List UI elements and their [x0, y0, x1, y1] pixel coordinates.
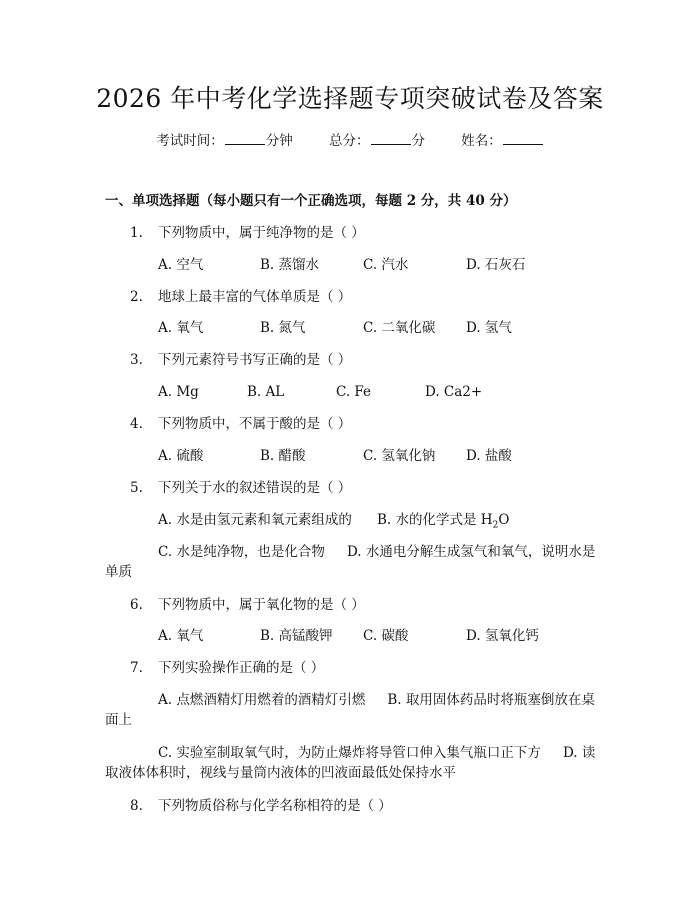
option-a: A. 点燃酒精灯用燃着的酒精灯引燃	[158, 692, 366, 708]
option-c: C. 碳酸	[363, 628, 409, 644]
question-1	[130, 223, 365, 243]
question-number: 5.	[130, 480, 143, 496]
option-b: B. 水的化学式是 $H_2O$	[377, 512, 510, 531]
score-blank	[371, 131, 411, 145]
question-5	[130, 478, 351, 498]
time-field	[156, 133, 293, 149]
question-number: 3.	[130, 352, 143, 368]
option-a: A. Mg	[158, 384, 199, 400]
time-label: 考试时间：	[156, 133, 224, 149]
name-field	[461, 133, 544, 149]
question-number: 2.	[130, 289, 143, 305]
section-heading: 一、单项选择题（每小题只有一个正确选项，每题 2 分，共 40 分）	[105, 193, 517, 209]
question-number: 4.	[130, 416, 143, 432]
option-c: C. 实验室制取氧气时，为防止爆炸将导管口伸入集气瓶口正下方	[158, 745, 541, 761]
option-c: C. 水是纯净物，也是化合物	[158, 544, 325, 560]
question-text: 下列物质中，属于纯净物的是（ ）	[158, 225, 365, 241]
score-field	[329, 133, 425, 149]
option-b: B. 取用固体药品时将瓶塞倒放在桌面上	[105, 692, 595, 728]
question-7-options-row2	[105, 743, 605, 783]
question-text: 地球上最丰富的气体单质是（ ）	[158, 289, 352, 305]
time-blank	[225, 131, 265, 145]
question-4	[130, 414, 351, 434]
page-title: 2026 年中考化学选择题专项突破试卷及答案	[96, 84, 604, 113]
question-2	[130, 287, 351, 307]
option-b: B. 醋酸	[260, 448, 306, 464]
option-b: B. 高锰酸钾	[260, 628, 333, 644]
question-text: 下列实验操作正确的是（ ）	[158, 660, 325, 676]
option-d: D. 读取液体体积时，视线与量筒内液体的凹液面最低处保持水平	[105, 745, 596, 781]
option-c: C. 氢氧化钠	[363, 448, 436, 464]
option-b: B. 氮气	[260, 320, 306, 336]
option-a: A. 氧气	[158, 628, 204, 644]
question-5-options-row2	[105, 542, 605, 582]
subscript-2: 2	[492, 520, 499, 531]
question-text: 下列关于水的叙述错误的是（ ）	[158, 480, 352, 496]
option-d: D. 水通电分解生成氢气和氧气，说明水是单质	[105, 544, 596, 580]
option-d: D. 氢氧化钙	[466, 628, 539, 644]
question-8	[130, 796, 392, 816]
exam-meta	[0, 131, 700, 151]
option-a: A. 氧气	[158, 320, 204, 336]
question-3	[130, 350, 351, 370]
time-unit: 分钟	[265, 133, 293, 149]
question-text: 下列物质俗称与化学名称相符的是（ ）	[158, 798, 392, 814]
score-unit: 分	[411, 133, 425, 149]
score-label: 总分：	[329, 133, 370, 149]
option-b: B. AL	[247, 384, 285, 400]
option-b: B. 蒸馏水	[260, 257, 320, 273]
option-c: C. 汽水	[363, 257, 409, 273]
option-c: C. 二氧化碳	[363, 320, 436, 336]
question-number: 6.	[130, 597, 143, 613]
option-d: D. 盐酸	[466, 448, 512, 464]
question-7	[130, 658, 324, 678]
question-7-options-row1	[105, 690, 605, 730]
option-d: D. 氢气	[466, 320, 512, 336]
question-6	[130, 595, 365, 615]
option-a: A. 硫酸	[158, 448, 204, 464]
name-label: 姓名：	[461, 133, 502, 149]
question-text: 下列物质中，不属于酸的是（ ）	[158, 416, 352, 432]
question-number: 1.	[130, 225, 143, 241]
question-text: 下列元素符号书写正确的是（ ）	[158, 352, 352, 368]
option-a: A. 空气	[158, 257, 204, 273]
option-d: D. Ca2+	[425, 384, 483, 400]
name-blank	[503, 131, 543, 145]
question-number: 7.	[130, 660, 143, 676]
question-text: 下列物质中，属于氧化物的是（ ）	[158, 597, 365, 613]
option-c: C. Fe	[336, 384, 372, 400]
option-d: D. 石灰石	[466, 257, 526, 273]
question-number: 8.	[130, 798, 143, 814]
option-a: A. 水是由氢元素和氧元素组成的	[158, 512, 352, 528]
